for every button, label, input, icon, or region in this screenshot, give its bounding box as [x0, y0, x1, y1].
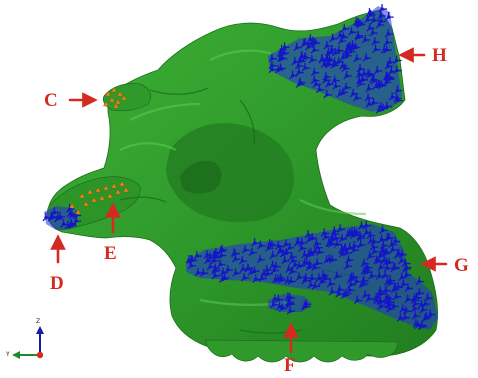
label-h: H — [432, 45, 447, 66]
label-g: G — [454, 255, 469, 276]
axis-triad — [12, 326, 44, 359]
label-d: D — [50, 273, 64, 294]
bone-teeth — [206, 340, 398, 362]
z-axis-head — [36, 326, 44, 334]
y-axis-head — [12, 351, 20, 359]
triad-y-label: Y — [6, 351, 10, 358]
label-f: F — [284, 355, 296, 376]
triad-z-label: Z — [36, 318, 41, 325]
x-axis-dot — [37, 352, 43, 358]
label-e: E — [104, 243, 117, 264]
label-c: C — [44, 90, 58, 111]
